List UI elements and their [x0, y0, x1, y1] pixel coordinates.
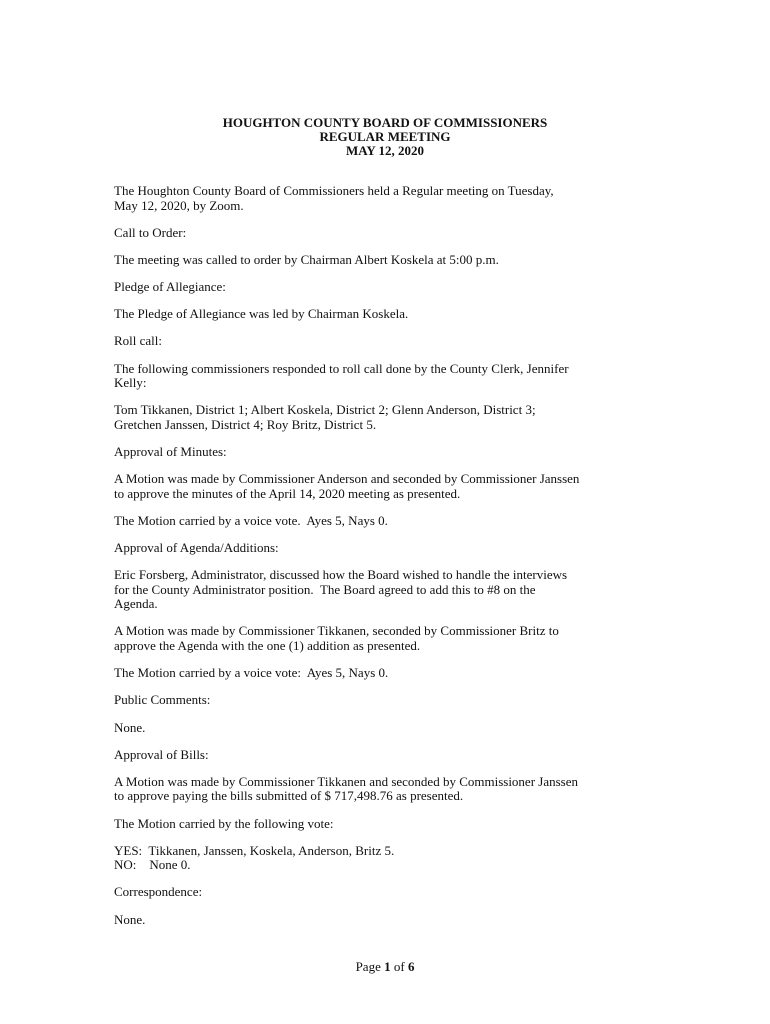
heading-approval-bills: Approval of Bills:	[114, 746, 209, 762]
paragraph-agenda-discussion: Eric Forsberg, Administrator, discussed how the Board wished to handle the interviews for the County Administrator position. The Board agreed to add this to #8 on the Agenda.	[114, 567, 568, 612]
paragraph-bills-motion: A Motion was made by Commissioner Tikkanen and seconded by Commissioner Janssen to approve paying the bills submitted of $ 717,498.76 as presented.	[114, 773, 579, 804]
heading-correspondence: Correspondence:	[114, 884, 203, 900]
heading-approval-minutes: Approval of Minutes:	[114, 444, 227, 459]
page-footer	[0, 960, 770, 974]
page-label: Page	[355, 959, 381, 974]
paragraph-agenda-vote: The Motion carried by a voice vote: Ayes 5, Nays 0.	[114, 665, 389, 681]
paragraph-minutes-motion: A Motion was made by Commissioner Anderson and seconded by Commissioner Janssen to approve the minutes of the April 14, 2020 meeting as presented.	[114, 471, 580, 501]
paragraph-bills-vote-intro: The Motion carried by the following vote:	[114, 815, 334, 831]
paragraph-commissioners-list: Tom Tikkanen, District 1; Albert Koskela, District 2; Glenn Anderson, District 3; Gretchen Janssen, District 4; Roy Britz, District 5.	[114, 402, 536, 432]
of-label: of	[393, 959, 405, 974]
total-pages-number: 6	[407, 959, 415, 974]
paragraph-roll-call: The following commissioners responded to roll call done by the County Clerk, Jennifer Kelly:	[114, 360, 569, 391]
current-page-number: 1	[384, 959, 391, 974]
document-body	[114, 184, 664, 940]
heading-call-to-order: Call to Order:	[114, 224, 187, 240]
document-header	[0, 116, 770, 158]
paragraph-bills-vote-result: YES: Tikkanen, Janssen, Koskela, Anderson, Britz 5. NO: None 0.	[114, 842, 395, 873]
heading-public-comments: Public Comments:	[114, 692, 211, 708]
heading-approval-agenda: Approval of Agenda/Additions:	[114, 540, 279, 556]
paragraph-call-to-order: The meeting was called to order by Chairman Albert Koskela at 5:00 p.m.	[114, 251, 499, 267]
heading-pledge: Pledge of Allegiance:	[114, 279, 226, 295]
paragraph-minutes-vote: The Motion carried by a voice vote. Ayes 5, Nays 0.	[114, 512, 388, 528]
header-subtitle: REGULAR MEETING	[319, 129, 451, 144]
paragraph-public-comments: None.	[114, 719, 146, 735]
paragraph-pledge: The Pledge of Allegiance was led by Chairman Koskela.	[114, 306, 409, 322]
paragraph-correspondence: None.	[114, 911, 146, 927]
paragraph-intro: The Houghton County Board of Commissioners held a Regular meeting on Tuesday, May 12, 2020, by Zoom.	[114, 183, 554, 213]
paragraph-agenda-motion: A Motion was made by Commissioner Tikkanen, seconded by Commissioner Britz to approve the Agenda with the one (1) addition as presented.	[114, 623, 559, 653]
header-date: MAY 12, 2020	[345, 143, 425, 158]
header-title: HOUGHTON COUNTY BOARD OF COMMISSIONERS	[222, 115, 548, 130]
heading-roll-call: Roll call:	[114, 333, 163, 349]
